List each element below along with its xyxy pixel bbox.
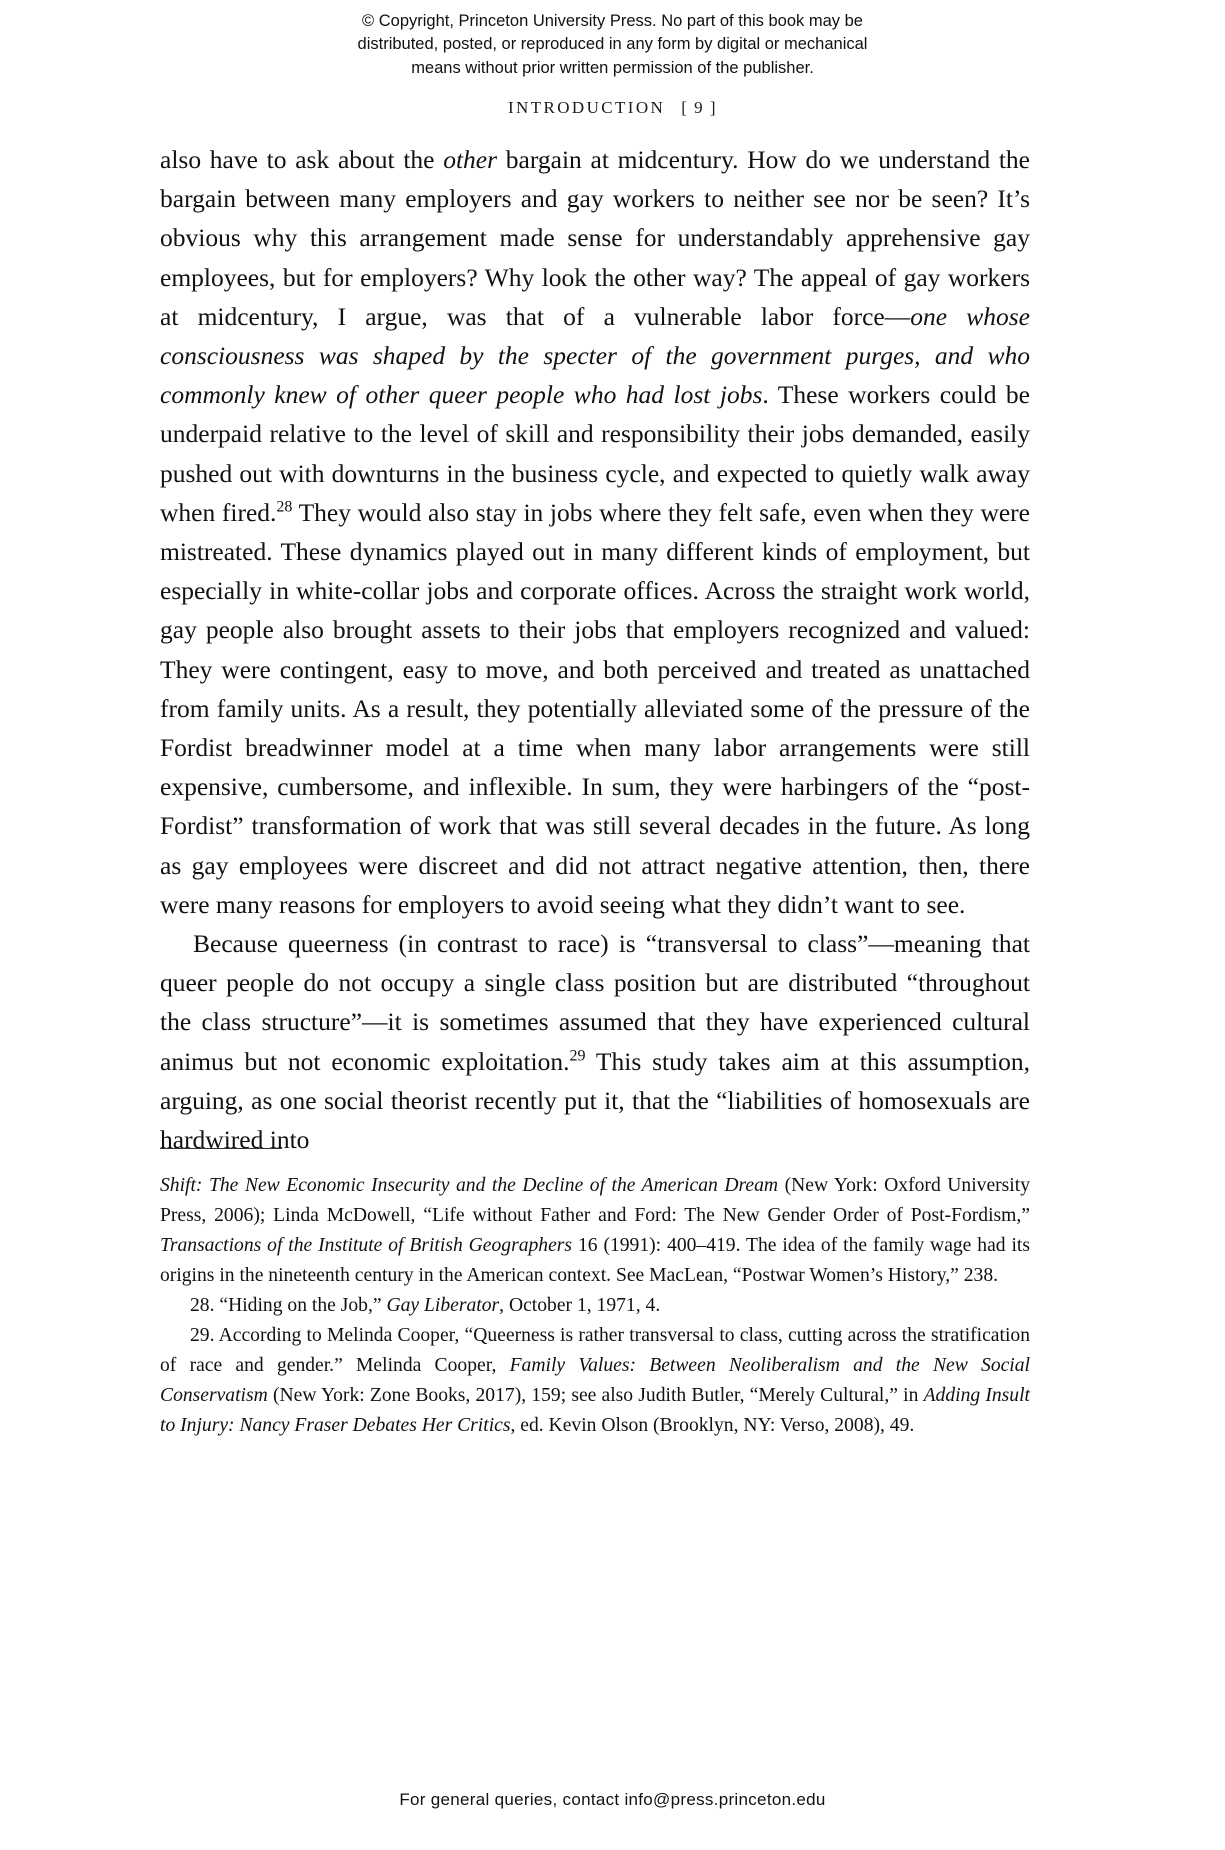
running-head bbox=[0, 98, 1225, 118]
footer-queries-note: For general queries, contact info@press.princeton.edu bbox=[399, 1790, 826, 1809]
par2-seg-c: This study takes aim at this assumption, arguing, as one social theorist recently put it, that the “liabilities of homosexuals are hardwired into bbox=[160, 1046, 1031, 1155]
copyright-notice bbox=[0, 10, 1225, 80]
running-head-label: INTRODUCTION bbox=[507, 98, 666, 117]
note29-seg-e: , ed. Kevin Olson (Brooklyn, NY: Verso, 2008), 49. bbox=[510, 1415, 915, 1436]
note29-seg-c: (New York: Zone Books, 2017), 159; see also Judith Butler, “Merely Cultural,” in bbox=[267, 1385, 924, 1406]
note-cont-seg-d: 16 (1991): 400–419. The idea of the family wage had its origins in the nineteenth century in the American context. See MacLean, “Postwar Women’s History,” 238. bbox=[160, 1235, 1030, 1286]
note-cont-seg-c-italic: Transactions of the Institute of British Geographers bbox=[160, 1235, 573, 1256]
paragraph-1 bbox=[160, 140, 1030, 924]
note28-seg-b-italic: Gay Liberator bbox=[386, 1295, 500, 1316]
par1-seg-a: also have to ask about the bbox=[160, 145, 444, 174]
footnote-marker-29: 29 bbox=[569, 1047, 586, 1065]
par1-seg-d-italic: one whose consciousness was shaped by the specter of the government purges, and who commonly knew of other queer people who had lost jobs bbox=[160, 301, 1030, 410]
footnote-separator-rule bbox=[160, 1148, 282, 1149]
note28-seg-a: 28. “Hiding on the Job,” bbox=[190, 1295, 387, 1316]
body-text bbox=[160, 140, 1030, 1159]
note29-seg-d-italic: Adding Insult to Injury: Nancy Fraser Debates Her Critics bbox=[160, 1385, 1030, 1436]
page-number: [ 9 ] bbox=[681, 98, 718, 117]
par1-seg-c: bargain at midcentury. How do we understand the bargain between many employers and gay workers to neither see nor be seen? It’s obvious why this arrangement made sense for understandably apprehensive gay employees, but for employers? Why look the other way? The appeal of gay workers at midcentury, I argue, was that of a vulnerable labor force— bbox=[160, 145, 1030, 331]
footnotes bbox=[160, 1148, 1030, 1441]
note29-seg-b-italic: Family Values: Between Neoliberalism and the New Social Conservatism bbox=[160, 1355, 1030, 1406]
copyright-line-2: distributed, posted, or reproduced in any form by digital or mechanical bbox=[357, 35, 868, 54]
par2-seg-a: Because queerness (in contrast to race) is “transversal to class”—meaning that queer people do not occupy a single class position but are distributed “throughout the class structure”—it is sometimes assumed that they have experienced cultural animus but not economic exploitation. bbox=[160, 929, 1030, 1076]
note29-seg-a: 29. According to Melinda Cooper, “Queerness is rather transversal to class, cutting across the stratification of race and gender.” Melinda Cooper, bbox=[160, 1325, 1030, 1376]
note28-seg-c: , October 1, 1971, 4. bbox=[499, 1295, 661, 1316]
footnote-continued bbox=[160, 1171, 1030, 1291]
par1-seg-b-italic: other bbox=[443, 145, 498, 174]
note-cont-seg-b: (New York: Oxford University Press, 2006); Linda McDowell, “Life without Father and Ford: The New Gender Order of Post-Fordism,” bbox=[160, 1175, 1030, 1226]
footnote-28 bbox=[160, 1291, 1030, 1321]
par1-seg-e: . These workers could be underpaid relative to the level of skill and responsibility their jobs demanded, easily pushed out with downturns in the business cycle, and expected to quietly walk away when fired. bbox=[160, 380, 1030, 527]
footnote-29 bbox=[160, 1321, 1030, 1441]
copyright-line-3: means without prior written permission of the publisher. bbox=[411, 58, 814, 77]
note-cont-seg-a-italic: Shift: The New Economic Insecurity and the Decline of the American Dream bbox=[160, 1175, 779, 1196]
footnote-marker-28: 28 bbox=[276, 498, 293, 516]
copyright-line-1: © Copyright, Princeton University Press. No part of this book may be bbox=[362, 12, 863, 30]
paragraph-2 bbox=[160, 924, 1030, 1159]
par1-seg-g: They would also stay in jobs where they felt safe, even when they were mistreated. These dynamics played out in many different kinds of employment, but especially in white-collar jobs and corporate offices. Across the straight work world, gay people also brought assets to their jobs that employers recognized and valued: They were contingent, easy to move, and both perceived and treated as unattached from family units. As a result, they potentially alleviated some of the pressure of the Fordist breadwinner model at a time when many labor arrangements were still expensive, cumbersome, and inflexible. In sum, they were harbingers of the “post-Fordist” transformation of work that was still several decades in the future. As long as gay employees were discreet and did not attract negative attention, then, there were many reasons for employers to avoid seeing what they didn’t want to see. bbox=[160, 497, 1030, 919]
